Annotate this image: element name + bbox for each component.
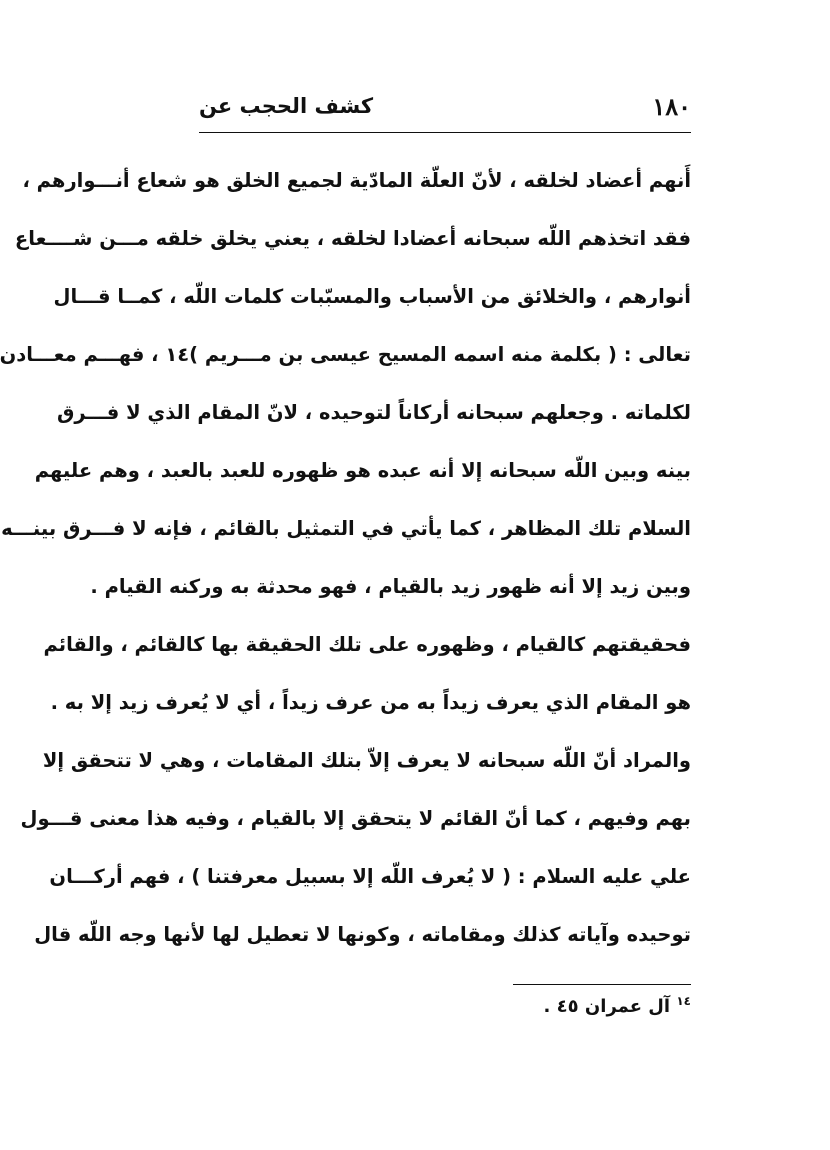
text-line: تعالى : ( بكلمة منه اسمه المسيح عيسى بن مـــريم )١٤ ، فهـــم معـــادن — [0, 343, 691, 366]
running-title: كشف الحجب عن — [199, 94, 374, 118]
body-text — [0, 152, 691, 964]
text-line: أنوارهم ، والخلائق من الأسباب والمسبّبات كلمات اللّه ، كمــا قـــال — [53, 285, 691, 308]
text-line: فقد اتخذهم اللّه سبحانه أعضادا لخلقه ، يعني يخلق خلقه مـــن شــــعاع — [14, 227, 691, 250]
text-line: السلام تلك المظاهر ، كما يأتي في التمثيل بالقائم ، فإنه لا فـــرق بينـــه — [1, 517, 691, 540]
text-line: هو المقام الذي يعرف زيداً به من عرف زيداً ، أي لا يُعرف زيد إلا به . — [50, 691, 691, 714]
footnote-marker: ١٤ — [676, 994, 691, 1008]
footnote — [544, 994, 691, 1017]
text-line: فحقيقتهم كالقيام ، وظهوره على تلك الحقيقة بها كالقائم ، والقائم — [43, 633, 691, 656]
text-line: توحيده وآياته كذلك ومقاماته ، وكونها لا تعطيل لها لأنها وجه اللّه قال — [34, 923, 691, 946]
footnote-text: آل عمران ٤٥ . — [543, 996, 671, 1017]
text-line: علي عليه السلام : ( لا يُعرف اللّه إلا بسبيل معرفتنا ) ، فهم أركـــان — [49, 865, 691, 888]
page-number: ١٨٠ — [652, 92, 691, 121]
footnote-rule — [513, 984, 691, 985]
header-rule — [199, 132, 691, 133]
text-line: بهم وفيهم ، كما أنّ القائم لا يتحقق إلا بالقيام ، وفيه هذا معنى قـــول — [20, 807, 691, 830]
text-line: أَنهم أعضاد لخلقه ، لأنّ العلّة المادّية لجميع الخلق هو شعاع أنـــوارهم ، — [22, 169, 691, 192]
text-line: وبين زيد إلا أنه ظهور زيد بالقيام ، فهو محدثة به وركنه القيام . — [90, 575, 691, 598]
text-line: والمراد أنّ اللّه سبحانه لا يعرف إلاّ بتلك المقامات ، وهي لا تتحقق إلا — [42, 749, 691, 772]
text-line: بينه وبين اللّه سبحانه إلا أنه عبده هو ظهوره للعبد بالعبد ، وهم عليهم — [34, 459, 691, 482]
text-line: لكلماته . وجعلهم سبحانه أركاناً لتوحيده ، لانّ المقام الذي لا فـــرق — [56, 401, 691, 424]
page-header — [199, 92, 691, 132]
